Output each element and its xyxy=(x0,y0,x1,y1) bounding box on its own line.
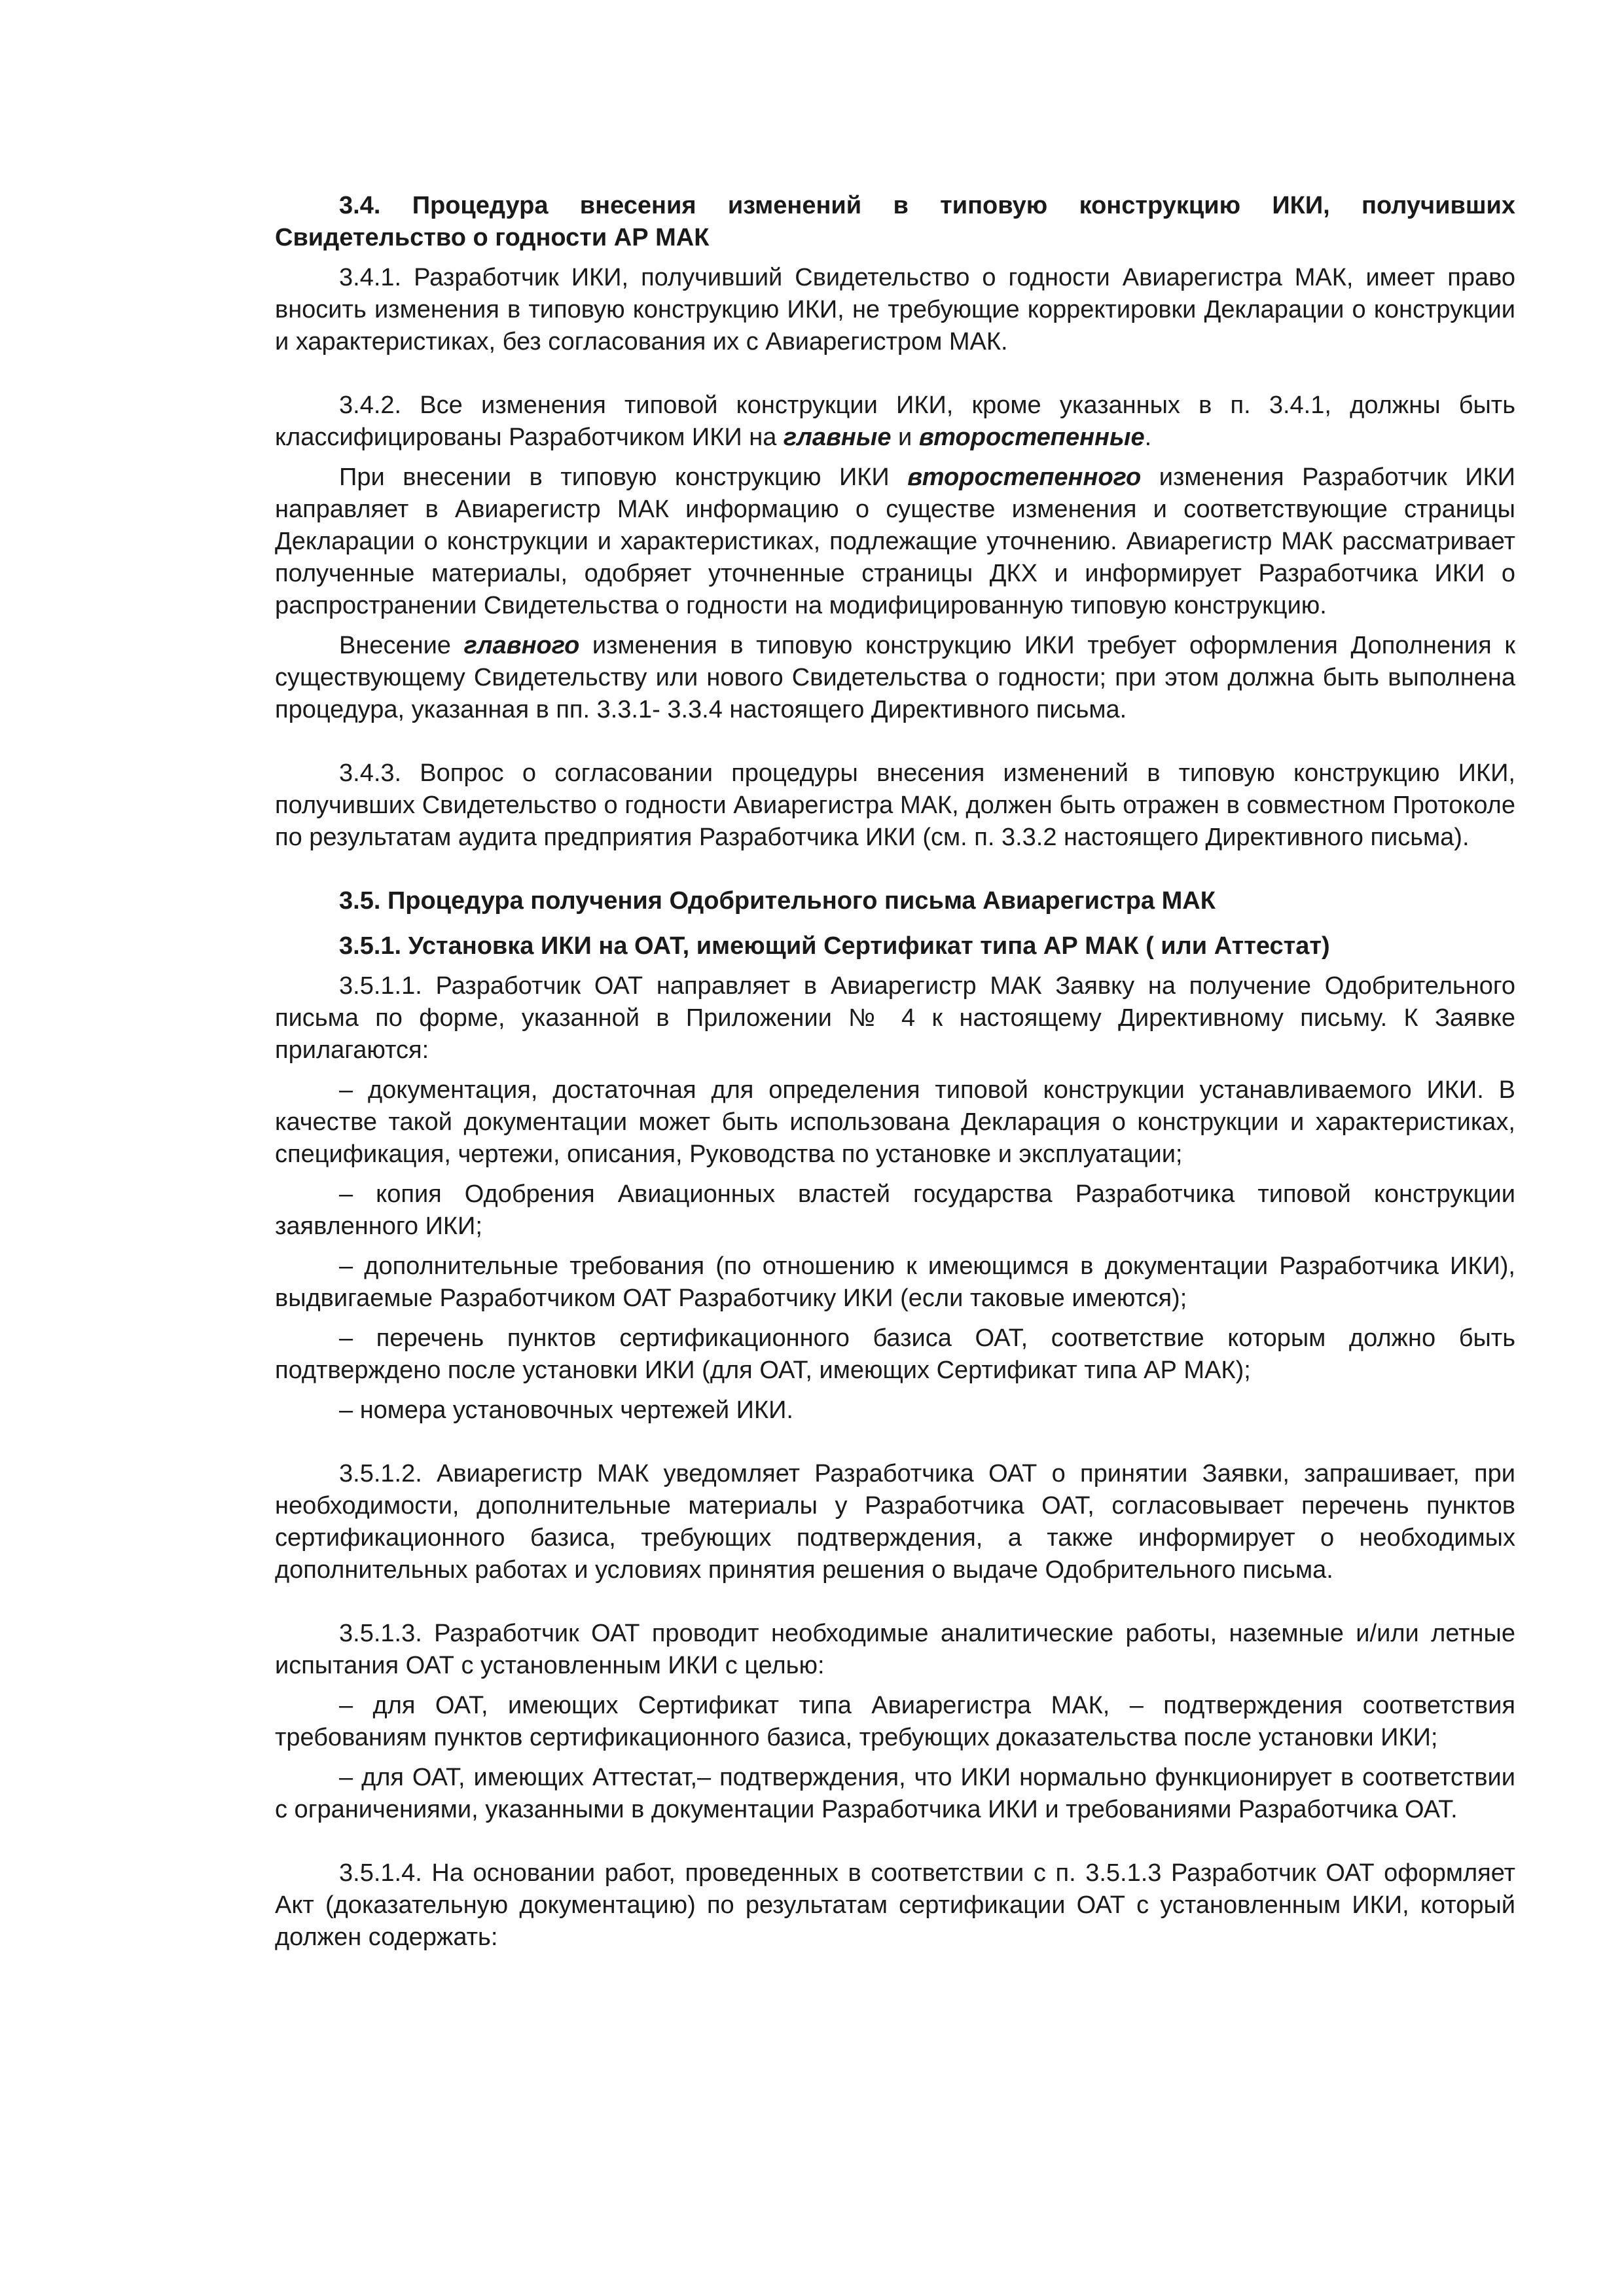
paragraph-3-5-1-4: 3.5.1.4. На основании работ, проведенных в соответствии с п. 3.5.1.3 Разработчик ОАТ оформляет Акт (доказательную документацию) по результатам сертификации ОАТ с установленным ИКИ, который должен содержать: xyxy=(275,1859,1515,1951)
paragraph-3-4-2-text: 3.4.2. Все изменения типовой конструкции ИКИ, кроме указанных в п. 3.4.1, должны быть классифицированы Разработчиком ИКИ на xyxy=(275,392,1515,451)
paragraph-3-4-3: 3.4.3. Вопрос о согласовании процедуры внесения изменений в типовую конструкцию ИКИ, получивших Свидетельство о годности Авиарегистра МАК, должен быть отражен в совместном Протоколе по результатам аудита предприятия Разработчика ИКИ (см. п. 3.3.2 настоящего Директивного письма). xyxy=(275,759,1515,851)
paragraph-3-4-1: 3.4.1. Разработчик ИКИ, получивший Свидетельство о годности Авиарегистра МАК, имеет право вносить изменения в типовую конструкцию ИКИ, не требующие корректировки Декларации о конструкции и характеристиках, без согласования их с Авиарегистром МАК. xyxy=(275,264,1515,355)
minor-change-body: изменения Разработчик ИКИ направляет в Авиарегистр МАК информацию о существе изменения и соответствующие страницы Декларации о конструкции и характеристиках, подлежащие уточнению. Авиарегистр МАК рассматривает полученные материалы, одобряет уточненные страницы ДКХ и информирует Разработчика ИКИ о распространении Свидетельства о годности на модифицированную типовую конструкцию. xyxy=(275,464,1515,619)
paragraph-3-4-2-end: . xyxy=(1144,424,1152,451)
subsection-3-5-1-heading: 3.5.1. Установка ИКИ на ОАТ, имеющий Сертификат типа АР МАК ( или Аттестат) xyxy=(339,932,1330,960)
paragraph-3-5-1-3: 3.5.1.3. Разработчик ОАТ проводит необходимые аналитические работы, наземные и/или летные испытания ОАТ с установленным ИКИ с целью: xyxy=(275,1620,1515,1679)
paragraph-3-5-1-1: 3.5.1.1. Разработчик ОАТ направляет в Авиарегистр МАК Заявку на получение Одобрительного письма по форме, указанной в Приложении № 4 к настоящему Директивному письму. К Заявке прилагаются: xyxy=(275,972,1515,1064)
minor-change-term: второстепенного xyxy=(907,464,1142,491)
paragraph-3-4-2-joiner: и xyxy=(891,424,919,451)
purpose-item: – для ОАТ, имеющих Аттестат,– подтверждения, что ИКИ нормально функционирует в соответствии с ограничениями, указанными в документации Разработчика ИКИ и требованиями Разработчика ОАТ. xyxy=(275,1764,1515,1823)
list-item: – перечень пунктов сертификационного базиса ОАТ, соответствие которым должно быть подтверждено после установки ИКИ (для ОАТ, имеющих Сертификат типа АР МАК); xyxy=(275,1324,1515,1384)
term-minor: второстепенные xyxy=(918,424,1145,451)
page-content xyxy=(275,190,1515,1954)
major-change-term: главного xyxy=(463,632,580,659)
paragraph-3-5-1-2: 3.5.1.2. Авиарегистр МАК уведомляет Разработчика ОАТ о принятии Заявки, запрашивает, при необходимости, дополнительные материалы у Разработчика ОАТ, согласовывает перечень пунктов сертификационного базиса, требующих подтверждения, а также информирует о необходимых дополнительных работах и условиях принятия решения о выдаче Одобрительного письма. xyxy=(275,1460,1515,1584)
major-change-lead: Внесение xyxy=(339,632,464,659)
list-item: – номера установочных чертежей ИКИ. xyxy=(339,1396,793,1424)
list-item: – дополнительные требования (по отношению к имеющимся в документации Разработчика ИКИ), выдвигаемые Разработчиком ОАТ Разработчику ИКИ (если таковые имеются); xyxy=(275,1252,1515,1312)
paragraph-minor-change xyxy=(275,462,1515,622)
list-item: – документация, достаточная для определения типовой конструкции устанавливаемого ИКИ. В качестве такой документации может быть использована Декларация о конструкции и характеристиках, спецификация, чертежи, описания, Руководства по установке и эксплуатации; xyxy=(275,1076,1515,1168)
term-major: главные xyxy=(783,424,892,451)
section-3-4-heading: 3.4. Процедура внесения изменений в типовую конструкцию ИКИ, получивших Свидетельство о годности АР МАК xyxy=(275,192,1515,251)
paragraph-major-change xyxy=(275,630,1515,726)
section-3-5-heading: 3.5. Процедура получения Одобрительного письма Авиарегистра МАК xyxy=(339,887,1216,915)
list-item: – копия Одобрения Авиационных властей государства Разработчика типовой конструкции заявленного ИКИ; xyxy=(275,1180,1515,1240)
minor-change-lead: При внесении в типовую конструкцию ИКИ xyxy=(339,464,908,491)
paragraph-3-4-2 xyxy=(275,390,1515,454)
purpose-item: – для ОАТ, имеющих Сертификат типа Авиарегистра МАК, – подтверждения соответствия требованиям пунктов сертификационного базиса, требующих доказательства после установки ИКИ; xyxy=(275,1692,1515,1751)
major-change-body: изменения в типовую конструкцию ИКИ требует оформления Дополнения к существующему Свидетельству или нового Свидетельства о годности; при этом должна быть выполнена процедура, указанная в пп. 3.3.1- 3.3.4 настоящего Директивного письма. xyxy=(275,632,1515,723)
